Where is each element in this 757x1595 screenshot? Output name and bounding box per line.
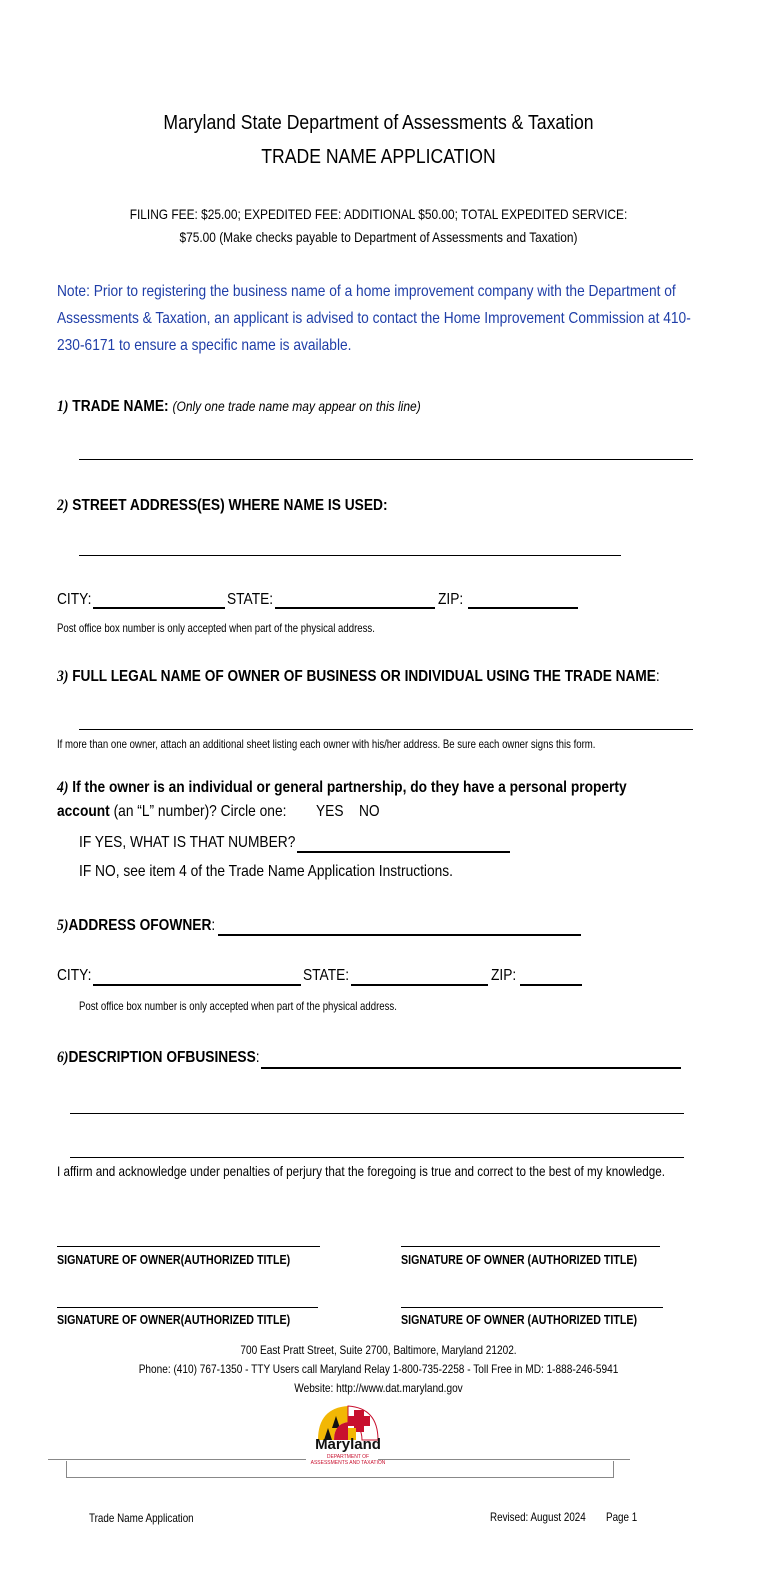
section-1-heading	[57, 398, 421, 416]
owner-name-input-line[interactable]	[79, 729, 693, 730]
personal-property-question: If the owner is an individual or general partnership, do they have a personal property	[72, 779, 627, 796]
state-input-line-1[interactable]	[275, 607, 435, 609]
signature-label-2: SIGNATURE OF OWNER (AUTHORIZED TITLE)	[401, 1252, 638, 1267]
city-input-line-2[interactable]	[93, 984, 301, 986]
trade-name-label: TRADE NAME:	[72, 398, 169, 415]
multi-owner-note: If more than one owner, attach an additional sheet listing each owner with his/her address. Be sure each owner signs this form.	[57, 737, 596, 751]
zip-input-line-1[interactable]	[468, 607, 578, 609]
owner-name-label: FULL LEGAL NAME OF OWNER OF BUSINESS OR INDIVIDUAL USING THE TRADE NAME	[72, 668, 656, 685]
l-number-input-line[interactable]	[297, 851, 510, 853]
zip-label-1: ZIP:	[438, 591, 464, 608]
logo-wordmark: Maryland	[315, 1436, 381, 1453]
description-input-line-3[interactable]	[70, 1157, 684, 1158]
street-address-label: STREET ADDRESS(ES) WHERE NAME IS USED:	[72, 497, 388, 514]
trade-name-input-line[interactable]	[79, 459, 693, 460]
state-label-2: STATE:	[303, 967, 350, 984]
section-1-number: 1)	[57, 398, 69, 415]
yes-option[interactable]: YES	[316, 803, 344, 820]
logo-subtitle-line-1: DEPARTMENT OF	[326, 1454, 370, 1460]
section-5-number: 5)	[57, 917, 69, 934]
po-box-note-1: Post office box number is only accepted when part of the physical address.	[57, 621, 375, 635]
if-no-instructions: IF NO, see item 4 of the Trade Name Application Instructions.	[79, 863, 453, 880]
city-label-1: CITY:	[57, 591, 92, 608]
agency-title: Maryland State Department of Assessments & Taxation	[163, 112, 594, 134]
footer-phone: Phone: (410) 767-1350 - TTY Users call Maryland Relay 1-800-735-2258 - Toll Free in MD: 1-888-246-5941	[138, 1362, 619, 1376]
description-input-line-2[interactable]	[70, 1113, 684, 1114]
home-improvement-note	[57, 278, 697, 359]
trade-name-hint: (Only one trade name may appear on this line)	[172, 398, 421, 414]
signature-line-4[interactable]	[401, 1307, 663, 1308]
fee-line-2: $75.00 (Make checks payable to Department of Assessments and Taxation)	[179, 229, 578, 245]
footer-address: 700 East Pratt Street, Suite 2700, Baltimore, Maryland 21202.	[240, 1343, 517, 1357]
description-label: DESCRIPTION OFBUSINESS	[68, 1049, 256, 1066]
state-label-1: STATE:	[227, 591, 274, 608]
section-4-number: 4)	[57, 779, 69, 796]
section-6-heading: 6)DESCRIPTION OFBUSINESS:	[57, 1049, 260, 1066]
circle-one-prompt: (an “L” number)? Circle one:	[113, 803, 287, 820]
owner-address-label: ADDRESS OFOWNER	[68, 917, 212, 934]
section-6-number: 6)	[57, 1049, 69, 1066]
section-4-question-line-1	[57, 779, 627, 797]
footer-bracket	[48, 1459, 630, 1481]
signature-line-1[interactable]	[57, 1246, 320, 1247]
if-yes-label: IF YES, WHAT IS THAT NUMBER?	[79, 834, 296, 851]
section-4-question-line-2	[57, 803, 286, 821]
zip-label-2: ZIP:	[491, 967, 517, 984]
fee-line-1: FILING FEE: $25.00; EXPEDITED FEE: ADDITIONAL $50.00; TOTAL EXPEDITED SERVICE:	[129, 206, 628, 222]
note-line-2: Assessments & Taxation, an applicant is advised to contact the Home Improvement Commission at 410-	[57, 310, 691, 327]
footer-website[interactable]: Website: http://www.dat.maryland.gov	[294, 1381, 463, 1395]
signature-line-3[interactable]	[57, 1307, 318, 1308]
owner-address-input-line[interactable]	[218, 934, 581, 936]
note-line-1: Note: Prior to registering the business name of a home improvement company with the Department of	[57, 283, 676, 300]
perjury-affirmation: I affirm and acknowledge under penalties of perjury that the foregoing is true and correct to the best of my knowledge.	[57, 1163, 666, 1179]
section-2-heading	[57, 497, 388, 515]
owner-name-colon: :	[655, 668, 660, 685]
description-input-line-1[interactable]	[261, 1067, 681, 1069]
signature-label-3: SIGNATURE OF OWNER(AUTHORIZED TITLE)	[57, 1312, 291, 1327]
po-box-note-2: Post office box number is only accepted when part of the physical address.	[79, 999, 397, 1013]
note-line-3: 230-6171 to ensure a specific name is available.	[57, 337, 352, 354]
footer-revised-date: Revised: August 2024	[490, 1510, 586, 1524]
account-word: account	[57, 803, 110, 820]
section-3-heading	[57, 668, 660, 686]
section-2-number: 2)	[57, 497, 69, 514]
section-3-number: 3)	[57, 668, 69, 685]
signature-label-4: SIGNATURE OF OWNER (AUTHORIZED TITLE)	[401, 1312, 638, 1327]
city-input-line-1[interactable]	[93, 607, 225, 609]
form-title: TRADE NAME APPLICATION	[261, 146, 496, 168]
city-label-2: CITY:	[57, 967, 92, 984]
footer-form-name: Trade Name Application	[89, 1511, 194, 1525]
footer-page-number: Page 1	[606, 1510, 638, 1524]
no-option[interactable]: NO	[359, 803, 380, 820]
zip-input-line-2[interactable]	[520, 984, 582, 986]
section-5-heading: 5)ADDRESS OFOWNER:	[57, 917, 216, 934]
street-address-input-line[interactable]	[79, 555, 621, 556]
signature-line-2[interactable]	[401, 1246, 660, 1247]
signature-label-1: SIGNATURE OF OWNER(AUTHORIZED TITLE)	[57, 1252, 291, 1267]
logo-subtitle-line-2: ASSESSMENTS AND TAXATION	[310, 1460, 386, 1466]
state-input-line-2[interactable]	[351, 984, 488, 986]
